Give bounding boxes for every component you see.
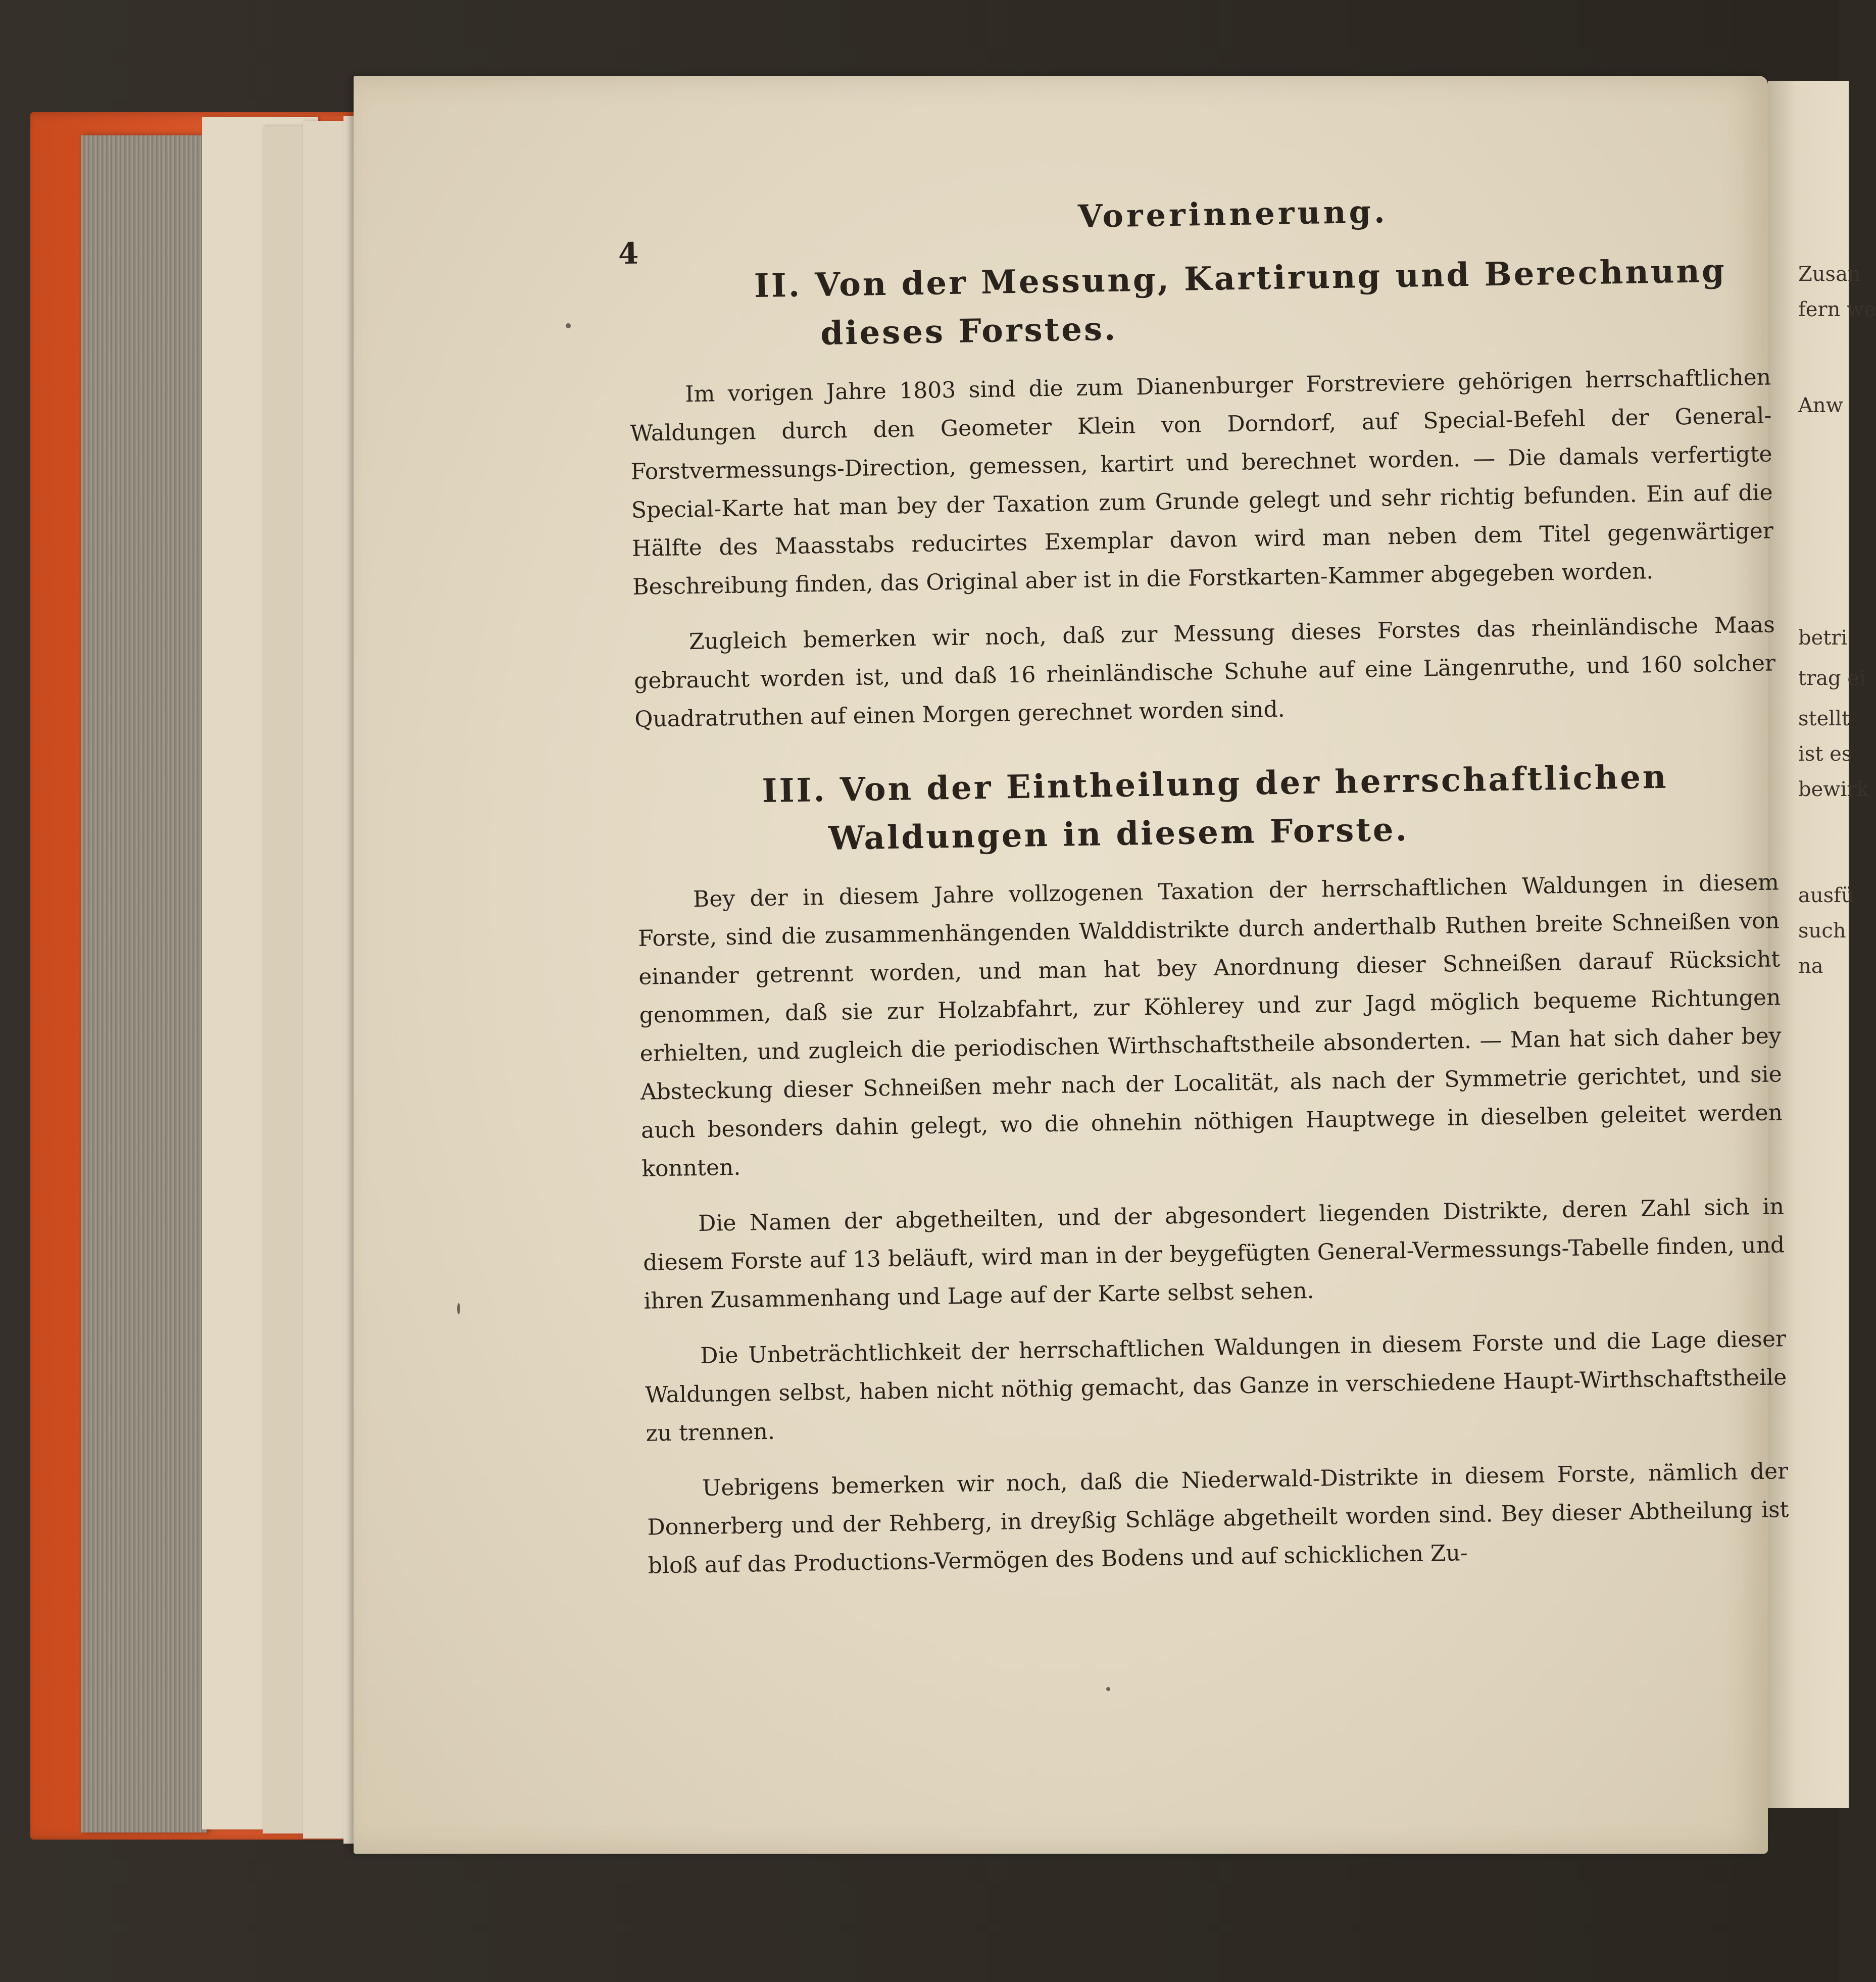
- running-head: Vorerinnerung.: [1077, 193, 1389, 235]
- facing-page-fragment: bewirk: [1798, 778, 1869, 801]
- facing-page-fragment: fern we: [1798, 298, 1876, 321]
- paragraph: Die Unbeträchtlichkeit der herrschaftlichen Waldungen in diesem Forste und die Lage dieser Waldungen selbst, haben nicht nöthig gemacht, das Ganze in verschiedene Haupt-Wirthschaftstheile zu trennen.: [645, 1326, 1787, 1447]
- section-heading: II. Von der Messung, Kartirung und Berechnung dieses Forstes.: [754, 252, 1727, 353]
- paragraph: Die Namen der abgetheilten, und der abgesondert liegenden Distrikte, deren Zahl sich in diesem Forste auf 13 beläuft, wird man in der beygefügten General-Vermessungs-Tabelle finden, und ihren Zusammenhang und Lage auf der Karte selbst sehen.: [643, 1194, 1785, 1314]
- facing-page-fragment: ist es: [1798, 742, 1852, 766]
- facing-page-fragment: betri: [1798, 626, 1848, 650]
- facing-page-fragment: Anw: [1798, 394, 1843, 417]
- facing-page-fragment: ausfü: [1798, 884, 1854, 907]
- facing-page-fragment: trag ei: [1798, 667, 1866, 690]
- page-text: [618, 174, 1790, 1603]
- paragraph: Bey der in diesem Jahre vollzogenen Taxation der herrschaftlichen Waldungen in diesem Forste, sind die zusammenhängenden Walddistrikte durch anderthalb Ruthen breite Schneißen von einander getrennt worden, und man hat bey Anordnung dieser Schneißen darauf Rücksicht genommen, daß sie zur Holzabfahrt, zur Köhlerey und zur Jagd möglich bequeme Richtungen erhielten, und zugleich die periodischen Wirthschaftstheile absonderten. — Man hat sich daher bey Absteckung dieser Schneißen mehr nach der Localität, als nach der Symmetrie gerichtet, und sie auch besonders dahin gelegt, wo die ohnehin nöthigen Hauptwege in dieselben geleitet werden konnten.: [637, 869, 1783, 1182]
- facing-page-fragment: such: [1798, 919, 1846, 943]
- paper-speck: [566, 323, 571, 328]
- section-heading: III. Von der Eintheilung der herrschaftlichen Waldungen in diesem Forste.: [762, 758, 1668, 858]
- paragraph: Zugleich bemerken wir noch, daß zur Messung dieses Forstes das rheinländische Maas gebraucht worden ist, und daß 16 rheinländische Schuhe auf eine Längenruthe, und 160 solcher Quadratruthen auf einen Morgen gerechnet worden sind.: [633, 612, 1776, 732]
- page-edge-stack: [81, 135, 207, 1832]
- paragraph: Im vorigen Jahre 1803 sind die zum Dianenburger Forstreviere gehörigen herrschaftlichen Waldungen durch den Geometer Klein von Dorndorf, auf Special-Befehl der General-Forstvermessungs-Direction, gemessen, kartirt und berechnet worden. — Die damals verfertigte Special-Karte hat man bey der Taxation zum Grunde gelegt und sehr richtig befunden. Ein auf die Hälfte des Maasstabs reducirtes Exemplar davon wird man neben dem Titel gegenwärtiger Beschreibung finden, das Original aber ist in die Forstkarten-Kammer abgegeben worden.: [630, 364, 1774, 600]
- page-number: 4: [618, 236, 639, 271]
- facing-page-fragment: stellt: [1798, 707, 1850, 730]
- facing-page-fragment: Zusan: [1798, 263, 1861, 286]
- facing-page-fragment: na: [1798, 955, 1823, 978]
- paper-speck: [457, 1303, 460, 1314]
- paper-speck: [1106, 1687, 1110, 1691]
- paragraph: Uebrigens bemerken wir noch, daß die Niederwald-Distrikte in diesem Forste, nämlich der Donnerberg und der Rehberg, in dreyßig Schläge abgetheilt worden sind. Bey dieser Abtheilung ist bloß auf das Productions-Vermögen des Bodens und auf schicklichen Zu-: [647, 1458, 1789, 1579]
